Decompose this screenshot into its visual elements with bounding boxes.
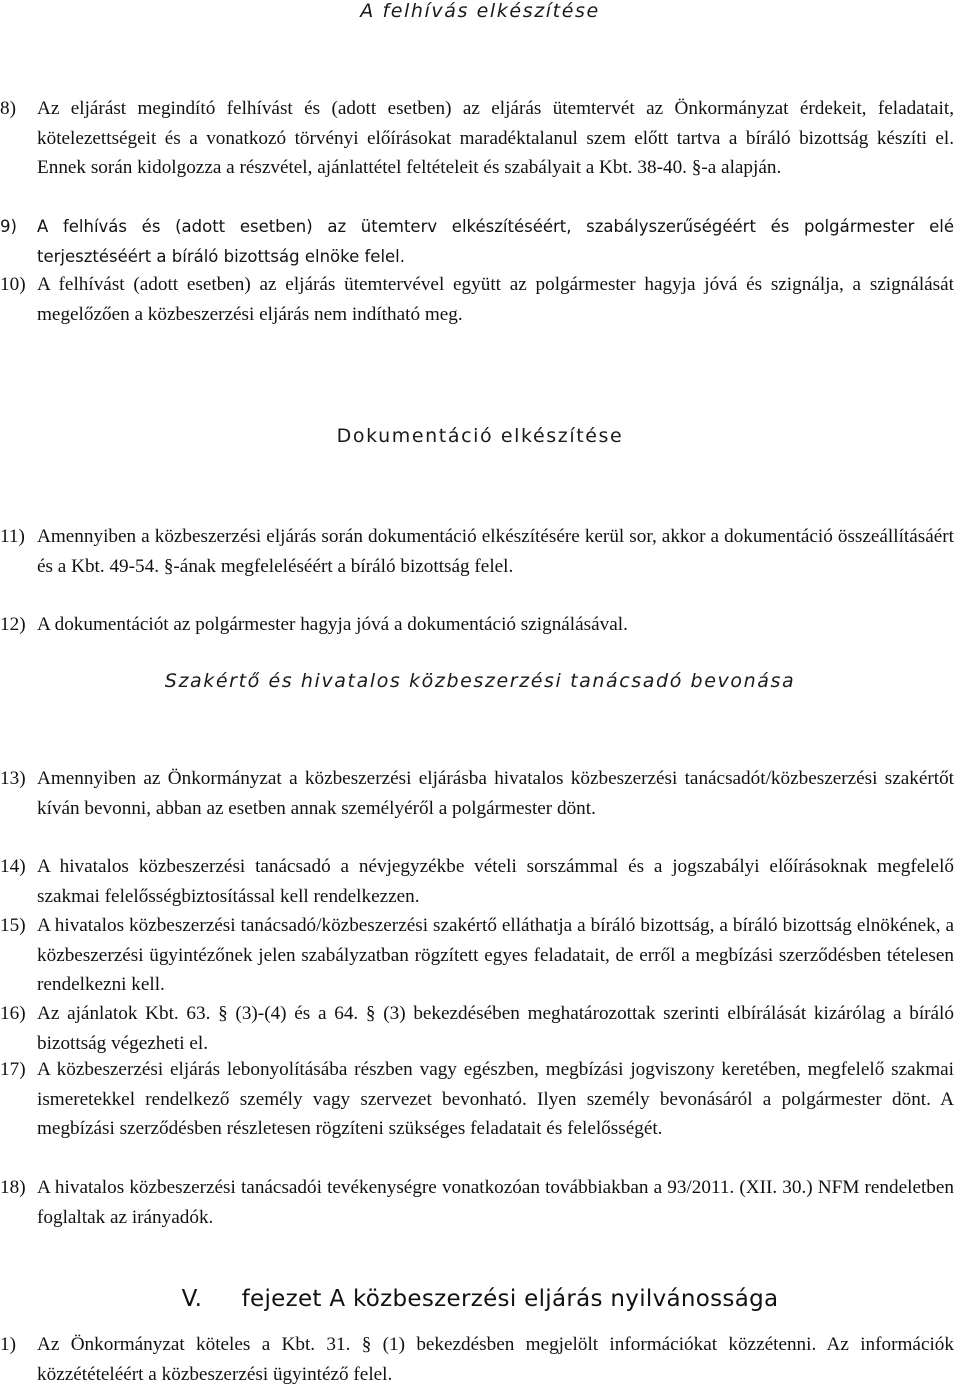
item-number: 16)	[0, 1003, 26, 1024]
list-item-12	[0, 610, 954, 640]
section-heading-szakerto: Szakértő és hivatalos közbeszerzési tanácsadó bevonása	[164, 670, 796, 692]
item-text: A felhívás és (adott esetben) az ütemterv elkészítéséért, szabályszerűségéért és polgármester elé terjesztéséért a bíráló bizottság elnöke felel.	[37, 217, 954, 266]
list-item-13	[0, 764, 954, 823]
list-item-14	[0, 852, 954, 911]
item-number: 12)	[0, 614, 26, 635]
item-number: 8)	[0, 98, 16, 119]
section-heading-dokumentacio: Dokumentáció elkészítése	[336, 425, 624, 447]
list-item-17	[0, 1055, 954, 1144]
chapter-title: fejezet A közbeszerzési eljárás nyilvánossága	[241, 1286, 779, 1312]
item-number: 14)	[0, 856, 26, 877]
item-number: 11)	[0, 526, 25, 547]
item-text: A dokumentációt az polgármester hagyja jóvá a dokumentáció szignálásával.	[37, 614, 628, 635]
item-text: A felhívást (adott esetben) az eljárás ütemtervével együtt az polgármester hagyja jóvá és szignálja, a szignálását megelőzően a közbeszerzési eljárás nem indítható meg.	[37, 274, 954, 325]
chapter-number: V.	[181, 1286, 203, 1312]
item-text: Az eljárást megindító felhívást és (adott esetben) az eljárás ütemtervét az Önkormányzat érdekeit, feladatait, kötelezettségeit és a vonatkozó törvényi előírásokat maradéktalanul szem előtt tartva a bíráló bizottság készíti el. Ennek során kidolgozza a részvétel, ajánlattétel feltételeit és szabályait a Kbt. 38-40. §-a alapján.	[37, 98, 954, 178]
item-text: A közbeszerzési eljárás lebonyolításába részben vagy egészben, megbízási jogviszony keretében, megfelelő szakmai ismeretekkel rendelkező személy vagy szervezet bevonható. Ilyen személy bevonásáról a polgármester dönt. A megbízási szerződésben részletesen rögzíteni szükséges feladatait és felelősségét.	[37, 1059, 954, 1139]
list-item-18	[0, 1173, 954, 1232]
item-text: Amennyiben az Önkormányzat a közbeszerzési eljárásba hivatalos közbeszerzési tanácsadót/közbeszerzési szakértőt kíván bevonni, abban az esetben annak személyéről a polgármester dönt.	[37, 768, 954, 819]
item-number: 13)	[0, 768, 26, 789]
list-item-9	[0, 212, 954, 271]
item-number: 10)	[0, 274, 26, 295]
item-number: 9)	[0, 217, 17, 236]
item-text: Amennyiben a közbeszerzési eljárás során dokumentáció elkészítésére kerül sor, akkor a dokumentáció összeállításáért és a Kbt. 49-54. §-ának megfeleléséért a bíráló bizottság felel.	[37, 526, 954, 577]
item-text: Az ajánlatok Kbt. 63. § (3)-(4) és a 64. § (3) bekezdésében meghatározottak szerinti elbírálását kizárólag a bíráló bizottság végezheti el.	[37, 1003, 954, 1054]
item-text: A hivatalos közbeszerzési tanácsadói tevékenységre vonatkozóan továbbiakban a 93/2011. (XII. 30.) NFM rendeletben foglaltak az irányadók.	[37, 1177, 954, 1228]
item-number: 18)	[0, 1177, 26, 1198]
chapter-heading	[0, 1286, 960, 1312]
list-item-11	[0, 522, 954, 581]
item-number: 17)	[0, 1059, 26, 1080]
item-text: Az Önkormányzat köteles a Kbt. 31. § (1) bekezdésben megjelölt információkat közzétenni. Az információk közzétételéért a közbeszerzési ügyintéző felel.	[37, 1334, 954, 1385]
item-number: 1)	[0, 1334, 16, 1355]
list-item-16	[0, 999, 954, 1058]
section-heading-felhivas: A felhívás elkészítése	[360, 0, 600, 22]
list-item-10	[0, 270, 954, 329]
list-item-8	[0, 94, 954, 183]
list-item-1	[0, 1330, 954, 1389]
item-text: A hivatalos közbeszerzési tanácsadó/közbeszerzési szakértő elláthatja a bíráló bizottság, a bíráló bizottság elnökének, a közbeszerzési ügyintézőnek jelen szabályzatban rögzített egyes feladatait, de erről a megbízási szerződésben tételesen rendelkezni kell.	[37, 915, 954, 995]
list-item-15	[0, 911, 954, 1000]
item-number: 15)	[0, 915, 26, 936]
item-text: A hivatalos közbeszerzési tanácsadó a névjegyzékbe vételi sorszámmal és a jogszabályi előírásoknak megfelelő szakmai felelősségbiztosítással kell rendelkezzen.	[37, 856, 954, 907]
